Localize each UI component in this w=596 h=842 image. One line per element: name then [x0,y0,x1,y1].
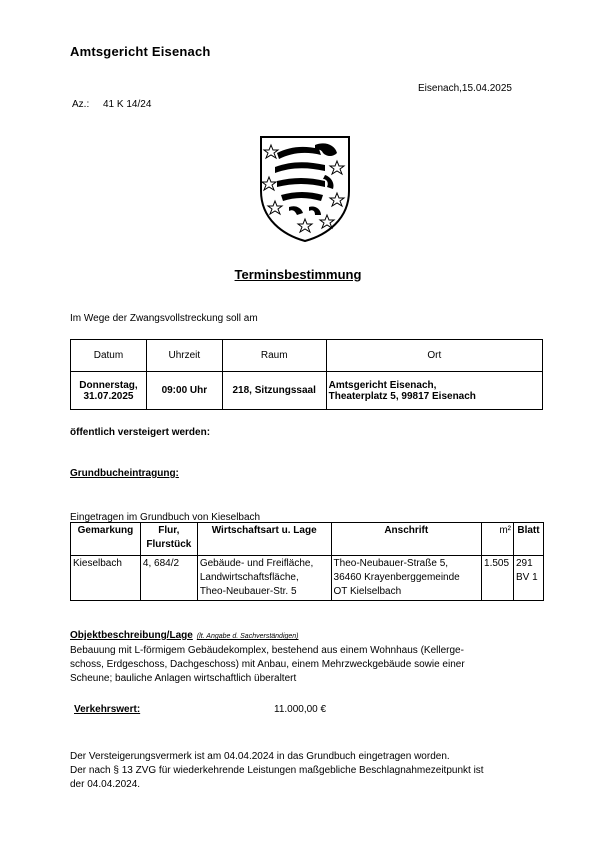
appointment-table [70,339,543,410]
file-number-label: Az.: [72,99,90,110]
cell-ort [326,372,542,410]
closing-line2: Der nach § 13 ZVG für wiederkehrende Leistungen maßgebliche Beschlagnahmezeitpunkt ist [70,765,484,776]
header-raum: Raum [222,340,326,372]
header-blatt: Blatt [514,523,544,556]
header-gemarkung: Gemarkung [71,523,141,556]
header-flur-line2: Flurstück [146,539,192,550]
appointment-value-row [71,372,543,410]
cell-blatt [514,556,544,601]
header-wirtschaftsart: Wirtschaftsart u. Lage [197,523,331,556]
header-datum: Datum [71,340,147,372]
anschrift-line3: OT Kielselbach [333,586,402,597]
wirtschaft-line3: Theo-Neubauer-Str. 5 [199,586,297,597]
header-flur-line1: Flur, [158,525,180,536]
object-description-label: Objektbeschreibung/Lage [70,630,193,641]
auction-statement: öffentlich versteigert werden: [70,427,211,438]
land-register-heading: Grundbucheintragung: [70,468,179,479]
cell-raum: 218, Sitzungssaal [222,372,326,410]
cell-m2: 1.505 [482,556,514,601]
market-value: 11.000,00 € [274,704,327,715]
market-value-label: Verkehrswert: [74,704,141,715]
object-description-note: (lt. Angabe d. Sachverständigen) [196,633,299,640]
datum-weekday: Donnerstag, [79,379,138,391]
object-description-text [70,644,520,686]
land-register-row [71,556,544,601]
appointment-header-row [71,340,543,372]
object-line3: Scheune; bauliche Anlagen wirtschaftlich überaltert [70,673,297,684]
blatt-line2: BV 1 [516,572,538,583]
land-register-table [70,522,544,601]
anschrift-line1: Theo-Neubauer-Straße 5, [333,558,449,569]
datum-date: 31.07.2025 [83,390,134,402]
cell-datum [71,372,147,410]
header-m2: m² [482,523,514,556]
wirtschaft-line1: Gebäude- und Freifläche, [199,558,314,569]
intro-text: Im Wege der Zwangsvollstreckung soll am [70,313,258,324]
object-line1: Bebauung mit L-förmigem Gebäudekomplex, bestehend aus einem Wohnhaus (Kellerge- [70,645,464,656]
court-name: Amtsgericht Eisenach [70,44,211,59]
blatt-line1: 291 [516,558,533,569]
cell-gemarkung: Kieselbach [71,556,141,601]
ort-court: Amtsgericht Eisenach, [328,379,437,391]
header-uhrzeit: Uhrzeit [146,340,222,372]
land-register-intro: Eingetragen im Grundbuch von Kieselbach [70,512,261,523]
header-ort: Ort [326,340,542,372]
closing-line3: der 04.04.2024. [70,779,141,790]
file-number: 41 K 14/24 [103,99,152,110]
header-flur [140,523,197,556]
anschrift-line2: 36460 Krayenberggemeinde [333,572,460,583]
object-description-heading [70,630,299,641]
land-register-header-row [71,523,544,556]
cell-wirtschaftsart [197,556,331,601]
place-date: Eisenach,15.04.2025 [418,83,512,94]
header-anschrift: Anschrift [331,523,482,556]
document-title: Terminsbestimmung [234,267,362,282]
wirtschaft-line2: Landwirtschaftsfläche, [199,572,299,583]
cell-uhrzeit: 09:00 Uhr [146,372,222,410]
closing-text [70,750,540,792]
thuringia-coat-of-arms-icon [255,131,355,243]
closing-line1: Der Versteigerungsvermerk ist am 04.04.2024 in das Grundbuch eingetragen worden. [70,751,450,762]
cell-anschrift [331,556,482,601]
ort-address: Theaterplatz 5, 99817 Eisenach [328,390,476,402]
cell-flur: 4, 684/2 [140,556,197,601]
object-line2: schoss, Erdgeschoss, Dachgeschoss) mit Anbau, einem Mehrzweckgebäude sowie einer [70,659,465,670]
